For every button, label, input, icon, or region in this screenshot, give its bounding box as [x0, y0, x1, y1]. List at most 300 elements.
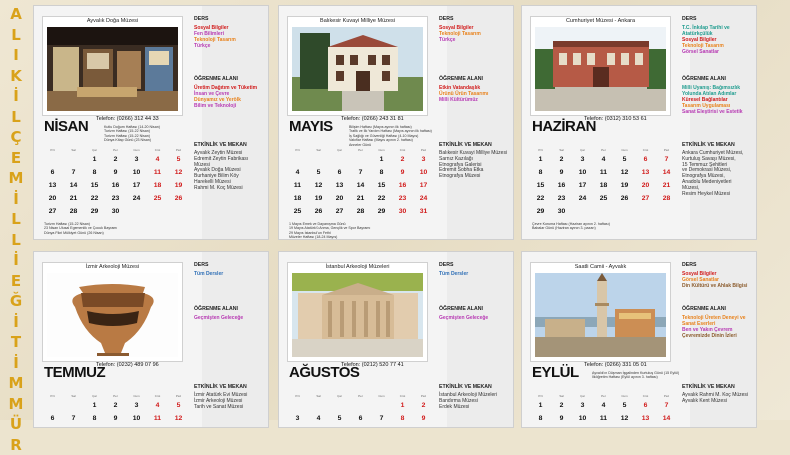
calendar-day: 27: [329, 205, 350, 218]
calendar-day: 11: [593, 412, 614, 425]
calendar-day: 8: [530, 412, 551, 425]
calendar-day: 28: [656, 192, 677, 205]
calendar-day: [63, 153, 84, 166]
calendar-day: 20: [42, 192, 63, 205]
museum-photo: [47, 273, 178, 357]
calendar-day: 29: [371, 205, 392, 218]
calendar-day: 7: [656, 153, 677, 166]
vertical-letter: L: [11, 230, 21, 251]
weekday-header: Sal: [63, 147, 84, 153]
calendar-day: 29: [84, 205, 105, 218]
ogrenme-section-heading: ÖĞRENME ALANI: [439, 76, 509, 82]
etkinlik-section-item: Ayvalık Rahmi M. Koç Müzesi: [682, 393, 752, 399]
note-line: Turizm Haftası (15-22 Nisan): [104, 134, 160, 138]
ogrenme-section-item: İnsan ve Çevre: [194, 91, 264, 97]
calendar-day: 6: [329, 166, 350, 179]
ders-section: [439, 16, 509, 43]
footer-line: Turizm Haftası (15-22 Nisan): [44, 222, 117, 226]
ogrenme-section: [194, 306, 264, 321]
vertical-letter: M: [9, 168, 24, 189]
weekday-header: Cum: [371, 147, 392, 153]
weekday-header: Pzt: [42, 147, 63, 153]
ogrenme-section-heading: ÖĞRENME ALANI: [194, 76, 264, 82]
weekday-header: Per: [593, 147, 614, 153]
vertical-letter: L: [11, 25, 21, 46]
phone-number: Telefon: (0266) 312 44 33: [96, 116, 159, 122]
photo-title: Ayvalık Doğa Müzesi: [43, 18, 182, 24]
calendar-day: 27: [42, 205, 63, 218]
month-title: HAZİRAN: [532, 118, 596, 135]
calendar-day: 23: [105, 192, 126, 205]
ogrenme-section-item: Üretim Dağıtım ve Tüketim: [194, 85, 264, 91]
calendar-day: 15: [530, 179, 551, 192]
calendar-day: [287, 153, 308, 166]
weekday-header: Paz: [413, 147, 434, 153]
ogrenme-section-item: Milli Uyanış: Bağımsızlık Yolunda Atılan Adımlar: [682, 85, 752, 97]
day-notes: [349, 125, 432, 147]
photo-frame: [530, 16, 671, 116]
ders-section: [439, 262, 509, 277]
etkinlik-section-item: Resim Heykel Müzesi: [682, 192, 752, 198]
vertical-letter: Ü: [10, 414, 22, 435]
etkinlik-section-item: İzmir Atatürk Evi Müzesi: [194, 393, 264, 399]
vertical-letter: M: [9, 373, 24, 394]
etkinlik-section-item: Erdek Müzesi: [439, 405, 509, 411]
note-line: Dünya Kitap Günü (23 Nisan): [104, 138, 160, 142]
calendar-day: 4: [593, 153, 614, 166]
calendar-day: [350, 153, 371, 166]
calendar-day: 10: [572, 166, 593, 179]
calendar-day: 7: [656, 399, 677, 412]
etkinlik-section-item: Ayvalık Doğa Müzesi: [194, 168, 264, 174]
calendar-day: 15: [84, 179, 105, 192]
calendar-day: 17: [413, 179, 434, 192]
calendar-day: 8: [530, 166, 551, 179]
ders-section: [194, 262, 264, 277]
ogrenme-section-heading: ÖĞRENME ALANI: [439, 306, 509, 312]
calendar-day: 12: [168, 166, 189, 179]
etkinlik-section-item: İzmir Arkeoloji Müzesi: [194, 399, 264, 405]
ders-section-item: Fen Bilimleri: [194, 31, 264, 37]
calendar-day: 1: [84, 399, 105, 412]
ders-section-heading: DERS: [194, 262, 264, 268]
calendar-day: 5: [614, 153, 635, 166]
ders-section: [682, 16, 752, 55]
etkinlik-section-item: Ayvalık Zeytin Müzesi: [194, 151, 264, 157]
vertical-letter: İ: [13, 86, 19, 107]
calendar-day: 27: [635, 192, 656, 205]
weekday-header: Cmt: [392, 147, 413, 153]
calendar-day: 24: [413, 192, 434, 205]
ogrenme-section-item: Etkin Vatandaşlık: [439, 85, 509, 91]
calendar-day: 9: [105, 412, 126, 425]
photo-frame: [287, 16, 428, 116]
ders-section-item: Türkçe: [439, 37, 509, 43]
etkinlik-section-item: ve Demokrasi Müzesi,: [682, 168, 752, 174]
vertical-letter: İ: [13, 250, 19, 271]
calendar-day: [656, 205, 677, 218]
ders-section: [682, 262, 752, 289]
ogrenme-section-item: Sanat Eleştirisi ve Estetik: [682, 109, 752, 115]
weekday-header: Cmt: [392, 393, 413, 399]
calendar-day: [635, 205, 656, 218]
calendar-day: 12: [308, 179, 329, 192]
calendar-day: 16: [551, 179, 572, 192]
month-title: NİSAN: [44, 118, 88, 135]
etkinlik-section-heading: ETKİNLİK VE MEKAN: [439, 384, 509, 390]
phone-number: Telefon: (0312) 310 53 61: [584, 116, 647, 122]
calendar-day: 5: [168, 153, 189, 166]
calendar-day: 12: [168, 412, 189, 425]
photo-title: İstanbul Arkeoloji Müzeleri: [288, 264, 427, 270]
ogrenme-section-item: Geçmişten Geleceğe: [439, 315, 509, 321]
photo-frame: [42, 262, 183, 362]
calendar-day: 9: [551, 166, 572, 179]
calendar-footer: [44, 222, 117, 235]
calendar-day: [147, 205, 168, 218]
month-card-4: [278, 251, 514, 428]
weekday-header: Cmt: [147, 393, 168, 399]
vertical-letter: A: [10, 4, 22, 25]
calendar-day: 11: [287, 179, 308, 192]
vertical-letter: İ: [13, 312, 19, 333]
etkinlik-section-item: Etnografya Müzesi,: [682, 174, 752, 180]
ders-section: [194, 16, 264, 49]
calendar-day: 10: [413, 166, 434, 179]
calendar-day: 30: [392, 205, 413, 218]
note-line: İlköğretim Haftası (Eylül ayının 3. haftası): [592, 375, 679, 379]
month-card-2: [521, 5, 757, 240]
calendar-day: [287, 399, 308, 412]
calendar-day: 23: [392, 192, 413, 205]
etkinlik-section-item: Anadolu Medeniyetleri: [682, 180, 752, 186]
footer-line: Babalar Günü (Haziran ayının 3. pazarı): [532, 226, 610, 230]
month-title: EYLÜL: [532, 364, 579, 381]
calendar-grid: [287, 147, 434, 218]
etkinlik-section-item: İstanbul Arkeoloji Müzeleri: [439, 393, 509, 399]
ogrenme-section-heading: ÖĞRENME ALANI: [682, 76, 752, 82]
calendar-day: 6: [350, 412, 371, 425]
weekday-header: Çar: [329, 393, 350, 399]
calendar-day: 2: [551, 153, 572, 166]
ders-section-item: Sosyal Bilgiler: [194, 25, 264, 31]
calendar-day: 14: [656, 412, 677, 425]
calendar-day: 4: [593, 399, 614, 412]
etkinlik-section: [682, 142, 752, 197]
weekday-header: Çar: [84, 147, 105, 153]
ogrenme-section-heading: ÖĞRENME ALANI: [682, 306, 752, 312]
calendar-day: 13: [635, 166, 656, 179]
weekday-header: Paz: [168, 147, 189, 153]
calendar-day: 16: [105, 179, 126, 192]
etkinlik-section-heading: ETKİNLİK VE MEKAN: [194, 142, 264, 148]
note-line: Ayvalık'ın Düşman İşgalinden Kurtuluş Günü (15 Eylül): [592, 371, 679, 375]
calendar-day: 5: [329, 412, 350, 425]
weekday-header: Cmt: [635, 393, 656, 399]
weekday-header: Çar: [84, 393, 105, 399]
calendar-day: 11: [147, 166, 168, 179]
calendar-day: 10: [126, 166, 147, 179]
ders-section-heading: DERS: [439, 16, 509, 22]
weekday-header: Cum: [614, 147, 635, 153]
etkinlik-section-item: Balıkesir Kuvayi Milliye Müzesi: [439, 151, 509, 157]
weekday-header: Pzt: [287, 147, 308, 153]
weekday-header: Per: [105, 147, 126, 153]
calendar-day: 22: [84, 192, 105, 205]
ders-section-item: Sosyal Bilgiler: [682, 37, 752, 43]
ders-section-item: Teknoloji Tasarım: [194, 37, 264, 43]
vertical-letter: L: [11, 209, 21, 230]
calendar-day: 21: [63, 192, 84, 205]
weekday-header: Cmt: [635, 147, 656, 153]
weekday-header: Paz: [168, 393, 189, 399]
calendar-day: 11: [593, 166, 614, 179]
calendar-day: 8: [84, 166, 105, 179]
calendar-day: 22: [371, 192, 392, 205]
ogrenme-section: [194, 76, 264, 109]
calendar-day: 8: [392, 412, 413, 425]
etkinlik-section-heading: ETKİNLİK VE MEKAN: [682, 142, 752, 148]
calendar-day: 19: [614, 179, 635, 192]
photo-frame: [42, 16, 183, 116]
museum-photo: [292, 273, 423, 357]
phone-number: Telefon: (0232) 489 07 96: [96, 362, 159, 368]
calendar-day: [126, 205, 147, 218]
day-notes: [592, 371, 679, 380]
weekday-header: Pzt: [42, 393, 63, 399]
calendar-day: [329, 153, 350, 166]
photo-title: İzmir Arkeoloji Müzesi: [43, 264, 182, 270]
ders-section-item: Teknoloji Tasarım: [682, 43, 752, 49]
calendar-day: 23: [551, 192, 572, 205]
etkinlik-section-heading: ETKİNLİK VE MEKAN: [439, 142, 509, 148]
footer-line: Müzeler Haftası (18-24 Mayıs): [289, 235, 370, 239]
calendar-day: 19: [308, 192, 329, 205]
calendar-day: 31: [413, 205, 434, 218]
etkinlik-section: [439, 142, 509, 180]
calendar-day: 25: [593, 192, 614, 205]
ders-section-item: Görsel Sanatlar: [682, 49, 752, 55]
calendar-day: 6: [635, 399, 656, 412]
calendar-day: 3: [287, 412, 308, 425]
calendar-day: [329, 399, 350, 412]
calendar-day: 14: [63, 179, 84, 192]
vertical-title: [6, 4, 26, 455]
calendar-day: 20: [329, 192, 350, 205]
ders-section-heading: DERS: [439, 262, 509, 268]
etkinlik-section-heading: ETKİNLİK VE MEKAN: [682, 384, 752, 390]
footer-line: 29 Mayıs İstanbul'un Fethi: [289, 231, 370, 235]
calendar-day: 4: [308, 412, 329, 425]
vertical-letter: E: [11, 148, 21, 169]
month-card-5: [521, 251, 757, 428]
etkinlik-section-item: Bandırma Müzesi: [439, 399, 509, 405]
vertical-letter: I: [13, 45, 19, 66]
calendar-day: 3: [572, 153, 593, 166]
etkinlik-section-item: Edremit Sobha Etka: [439, 168, 509, 174]
footer-line: 19 Mayıs Atatürk'ü Anma, Gençlik ve Spor Bayramı: [289, 226, 370, 230]
weekday-header: Paz: [413, 393, 434, 399]
calendar-day: [63, 399, 84, 412]
ders-section-item: Din Kültürü ve Ahlak Bilgisi: [682, 283, 752, 289]
etkinlik-section-item: Sarnız Kazılağı: [439, 157, 509, 163]
calendar-day: 9: [105, 166, 126, 179]
day-notes: [104, 125, 160, 143]
calendar-day: 16: [392, 179, 413, 192]
photo-title: Saatli Camii - Ayvalık: [531, 264, 670, 270]
weekday-header: Sal: [63, 393, 84, 399]
weekday-header: Sal: [308, 147, 329, 153]
calendar-day: 6: [42, 166, 63, 179]
etkinlik-section-heading: ETKİNLİK VE MEKAN: [194, 384, 264, 390]
calendar-day: 14: [350, 179, 371, 192]
weekday-header: Pzt: [530, 147, 551, 153]
footer-line: Çevre Koruma Haftası (Haziran ayının 2. haftası): [532, 222, 610, 226]
calendar-day: 24: [126, 192, 147, 205]
note-line: Anneler Günü: [349, 143, 432, 147]
etkinlik-section-item: Edremit Zeytin Fabrikası Müzesi: [194, 157, 264, 169]
note-line: Bilişim Haftası (Mayıs ayının ilk haftası): [349, 125, 432, 129]
calendar-day: 6: [635, 153, 656, 166]
etkinlik-section-item: Tarih ve Sanat Müzesi: [194, 405, 264, 411]
ogrenme-section-item: Milli Kültürümüz: [439, 97, 509, 103]
month-card-0: [33, 5, 269, 240]
calendar-day: [42, 399, 63, 412]
calendar-day: 28: [63, 205, 84, 218]
calendar-day: 1: [371, 153, 392, 166]
calendar-grid: [42, 393, 189, 425]
calendar-day: 22: [530, 192, 551, 205]
calendar-day: 6: [42, 412, 63, 425]
weekday-header: Per: [105, 393, 126, 399]
weekday-header: Pzt: [287, 393, 308, 399]
ogrenme-section: [439, 306, 509, 321]
ogrenme-section-item: Tasarım Uygulaması: [682, 103, 752, 109]
ogrenme-section-item: Çevremizde Dinin İzleri: [682, 333, 752, 339]
ogrenme-section: [682, 76, 752, 115]
weekday-header: Paz: [656, 393, 677, 399]
vertical-letter: M: [9, 394, 24, 415]
month-title: MAYIS: [289, 118, 333, 135]
calendar-day: [593, 205, 614, 218]
calendar-day: 28: [350, 205, 371, 218]
calendar-day: 18: [147, 179, 168, 192]
weekday-header: Sal: [551, 147, 572, 153]
ogrenme-section-item: Geçmişten Geleceğe: [194, 315, 264, 321]
calendar-day: 11: [147, 412, 168, 425]
calendar-day: 17: [572, 179, 593, 192]
note-line: Vakıflar Haftası (Mayıs ayının 2. haftası): [349, 138, 432, 142]
calendar-day: 13: [635, 412, 656, 425]
weekday-header: Per: [593, 393, 614, 399]
phone-number: Telefon: (0266) 243 31 81: [341, 116, 404, 122]
etkinlik-section-item: Etnografya Müzesi: [439, 174, 509, 180]
footer-line: Dünya Fikri Mülkiyet Günü (26 Nisan): [44, 231, 117, 235]
ders-section-item: Sosyal Bilgiler: [682, 271, 752, 277]
calendar-day: 7: [63, 166, 84, 179]
weekday-header: Sal: [551, 393, 572, 399]
phone-number: Telefon: (0212) 520 77 41: [341, 362, 404, 368]
calendar-day: 26: [614, 192, 635, 205]
note-line: Trafik ve İlk Yardım Haftası (Mayıs ayının ilk haftası): [349, 129, 432, 133]
calendar-day: 5: [614, 399, 635, 412]
calendar-grid: [530, 393, 677, 425]
weekday-header: Çar: [572, 147, 593, 153]
calendar-day: 30: [105, 205, 126, 218]
ders-section-item: Görsel Sanatlar: [682, 277, 752, 283]
calendar-day: 15: [371, 179, 392, 192]
calendar-day: [350, 399, 371, 412]
calendar-day: 13: [329, 179, 350, 192]
ders-section-item: T.C. İnkılap Tarihi ve Atatürkçülük: [682, 25, 752, 37]
vertical-letter: T: [11, 332, 21, 353]
phone-number: Telefon: (0266) 331 05 01: [584, 362, 647, 368]
ogrenme-section: [682, 306, 752, 339]
vertical-letter: R: [10, 435, 22, 455]
vertical-letter: K: [10, 66, 22, 87]
etkinlik-section-item: Kurtuluş Savaşı Müzesi,: [682, 157, 752, 163]
weekday-header: Cum: [126, 147, 147, 153]
weekday-header: Çar: [572, 393, 593, 399]
month-title: AĞUSTOS: [289, 364, 359, 381]
weekday-header: Per: [350, 393, 371, 399]
calendar-day: 18: [593, 179, 614, 192]
calendar-day: 3: [572, 399, 593, 412]
etkinlik-section-item: Müzesi,: [682, 186, 752, 192]
ogrenme-section-item: Dünyamız ve Yerölk: [194, 97, 264, 103]
calendar-day: 3: [126, 399, 147, 412]
etkinlik-section-item: Ayvalık Kent Müzesi: [682, 399, 752, 405]
note-line: İş Sağlığı ve Güvenliği Haftası (4-10 Mayıs): [349, 134, 432, 138]
calendar-day: 4: [147, 153, 168, 166]
calendar-day: 5: [168, 399, 189, 412]
etkinlik-section-item: Etnografya Galerisi: [439, 163, 509, 169]
vertical-letter: Ç: [10, 127, 21, 148]
weekday-header: Cmt: [147, 147, 168, 153]
etkinlik-section: [194, 142, 264, 192]
calendar-grid: [287, 393, 434, 425]
month-title: TEMMUZ: [44, 364, 105, 381]
calendar-day: 7: [350, 166, 371, 179]
calendar-day: [614, 205, 635, 218]
note-line: Turizm Haftası (15-22 Nisan): [104, 129, 160, 133]
calendar-day: 4: [147, 399, 168, 412]
museum-photo: [47, 27, 178, 111]
ders-section-heading: DERS: [682, 16, 752, 22]
vertical-letter: İ: [13, 189, 19, 210]
calendar-day: 21: [350, 192, 371, 205]
photo-frame: [287, 262, 428, 362]
calendar-day: 1: [530, 399, 551, 412]
calendar-day: 26: [308, 205, 329, 218]
calendar-day: 10: [572, 412, 593, 425]
etkinlik-section: [682, 384, 752, 405]
calendar-day: 5: [308, 166, 329, 179]
calendar-day: 1: [530, 153, 551, 166]
photo-frame: [530, 262, 671, 362]
ogrenme-section-item: Bilim ve Teknoloji: [194, 103, 264, 109]
ogrenme-section-heading: ÖĞRENME ALANI: [194, 306, 264, 312]
vertical-letter: Ğ: [10, 291, 22, 312]
ogrenme-section-item: Ürünü Ürün Tasarımı: [439, 91, 509, 97]
weekday-header: Cum: [614, 393, 635, 399]
weekday-header: Sal: [308, 393, 329, 399]
calendar-day: 13: [42, 179, 63, 192]
calendar-day: 21: [656, 179, 677, 192]
calendar-day: 12: [614, 412, 635, 425]
vertical-letter: L: [11, 107, 21, 128]
calendar-grid: [42, 147, 189, 218]
